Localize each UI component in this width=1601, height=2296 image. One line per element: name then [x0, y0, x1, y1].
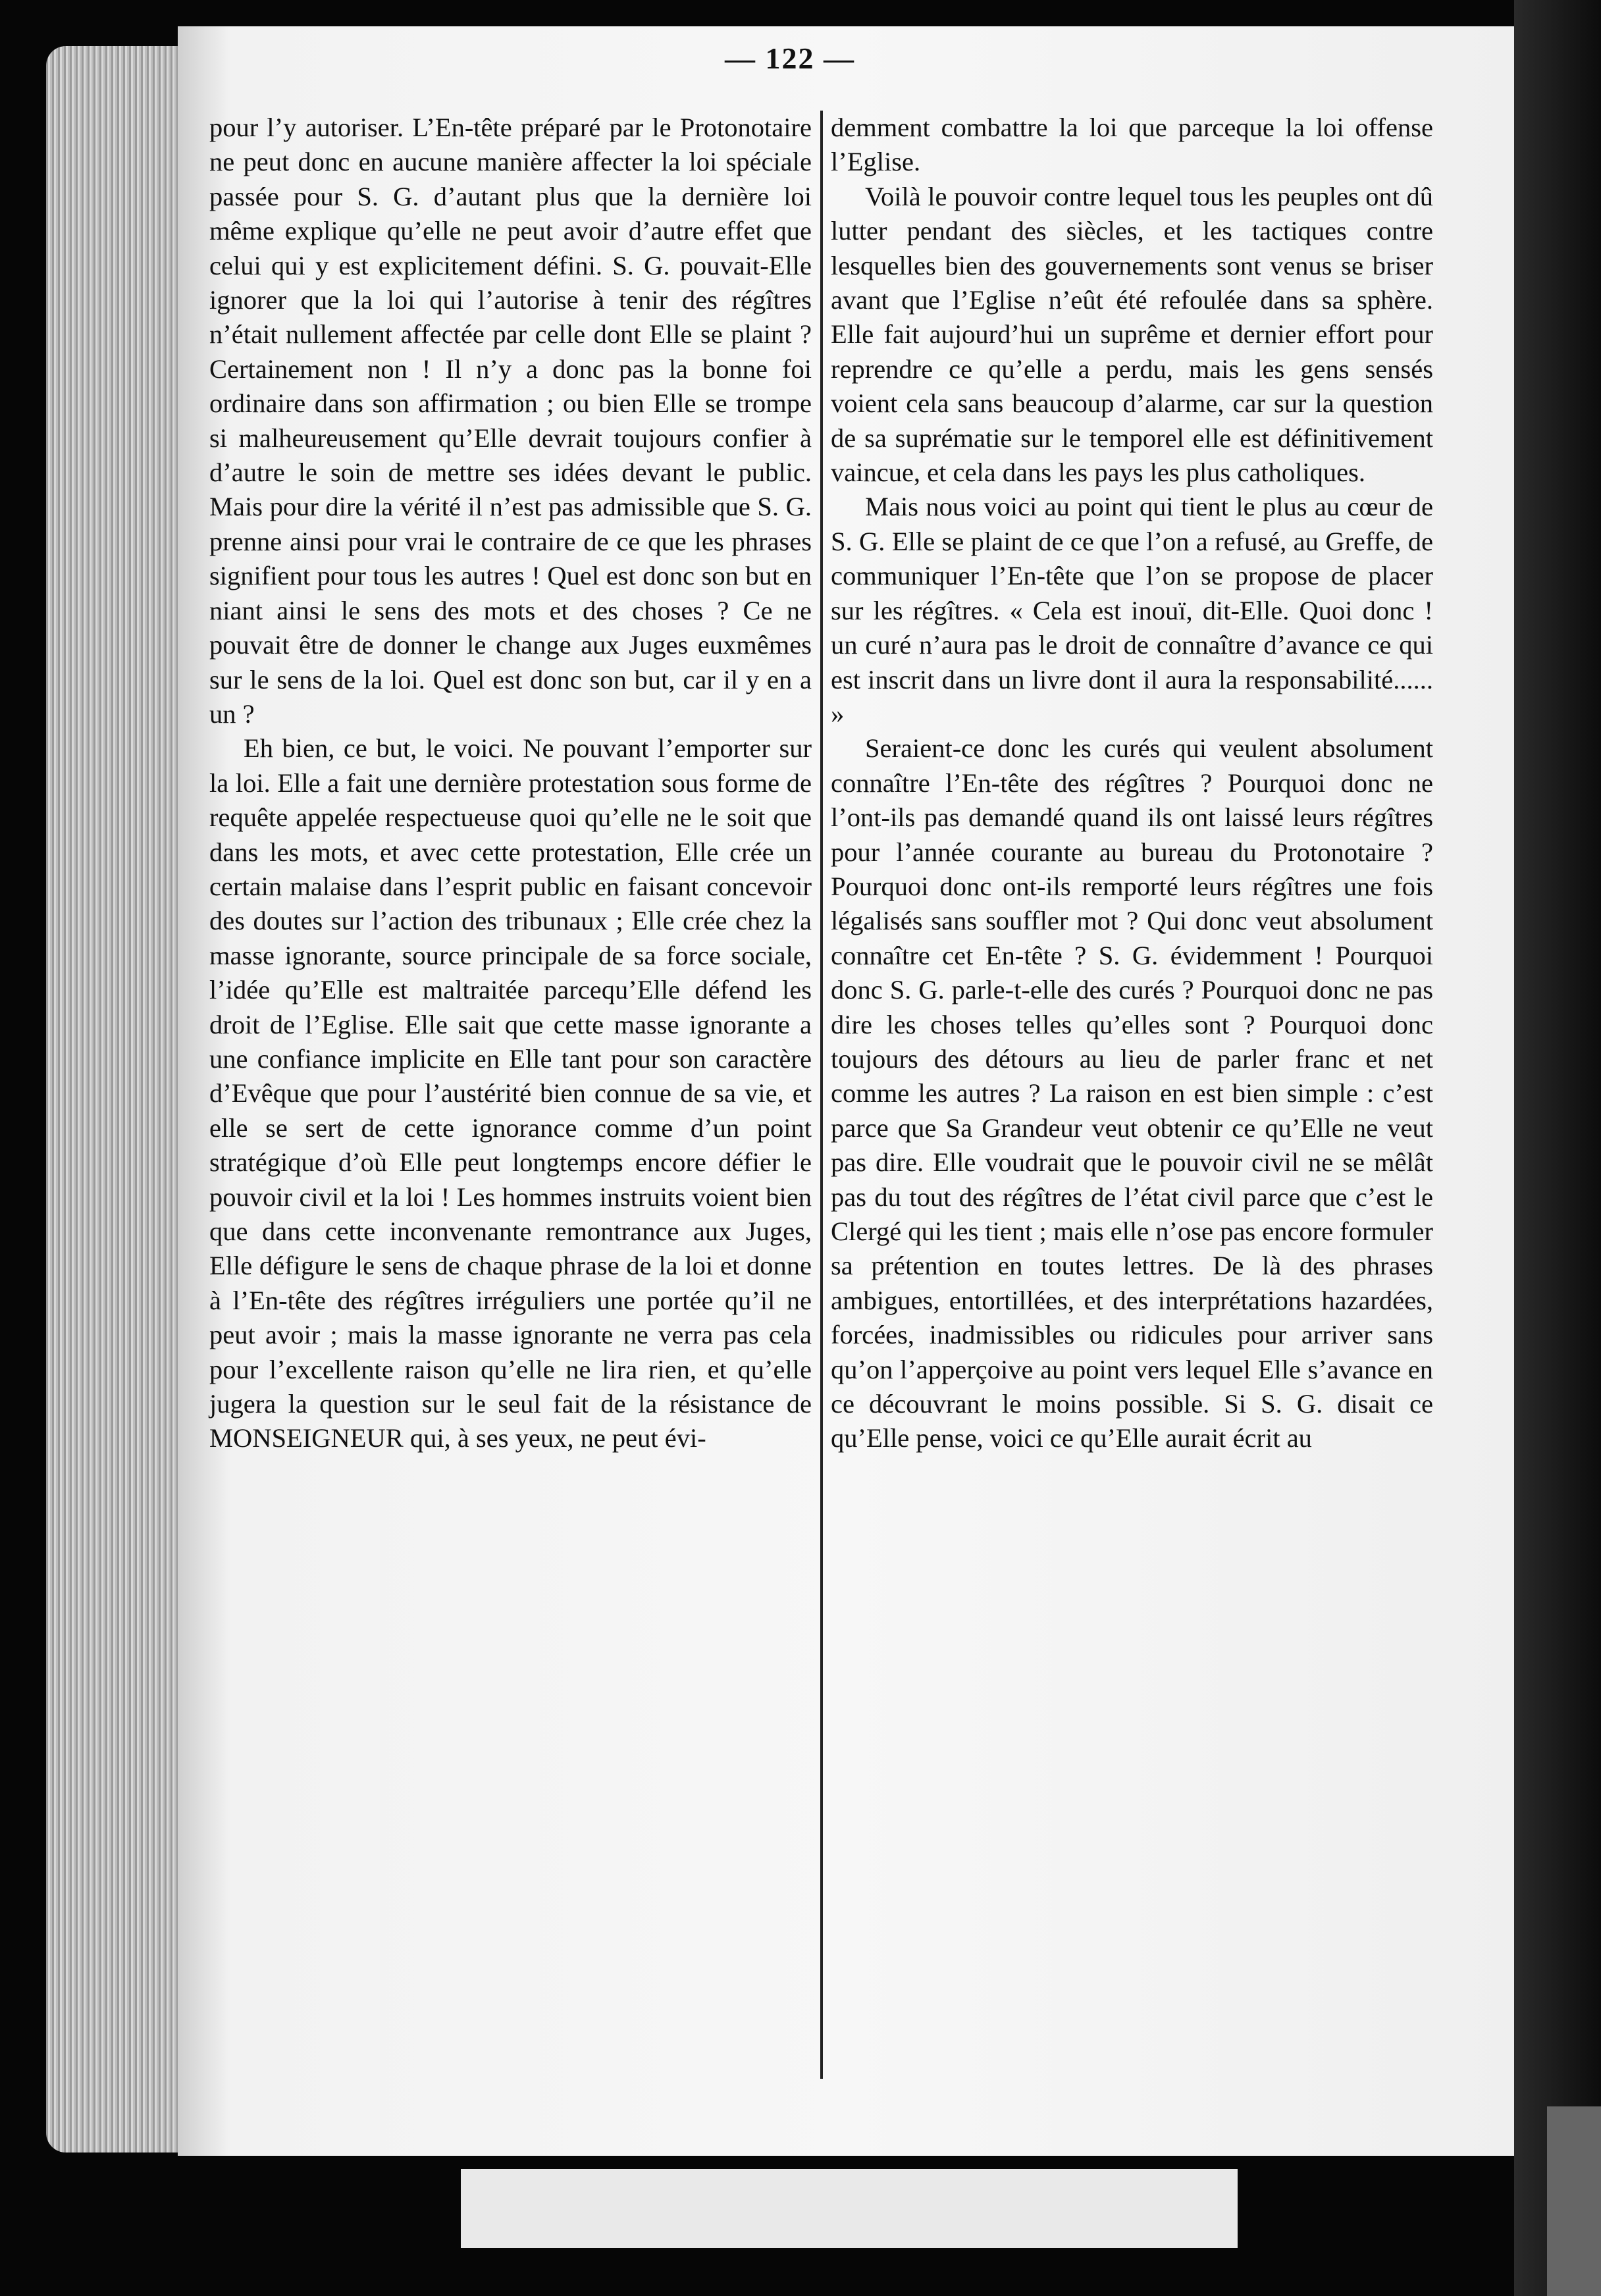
- page-number-header: — 122 —: [725, 41, 855, 75]
- right-text-column: [831, 111, 1433, 1456]
- right-paragraph-3: Mais nous voici au point qui tient le plus au cœur de S. G. Elle se plaint de ce que l’on a refusé, au Greffe, de communiquer l’En-tête que l’on se propose de placer sur les régîtres. « Cela est inouï, dit-Elle. Quoi donc ! un curé n’aura pas le droit de connaître d’avance ce qui est inscrit dans un livre dont il aura la responsabilité...... »: [831, 492, 1433, 729]
- left-paragraph-2: Eh bien, ce but, le voici. Ne pouvant l’emporter sur la loi. Elle a fait une dernière protestation sous forme de requête appelée respectueuse quoi qu’elle ne le soit que dans les mots, et avec cette protestation, Elle crée un certain malaise dans l’esprit public en faisant concevoir des doutes sur l’action des tribunaux ; Elle crée chez la masse ignorante, source principale de sa force sociale, l’idée qu’Elle est maltraitée parcequ’Elle défend les droit de l’Eglise. Elle sait que cette masse ignorante a une confiance implicite en Elle tant pour son caractère d’Evêque que pour l’austérité bien connue de sa vie, et elle se sert de cette ignorance comme d’un point stratégique d’où Elle peut longtemps encore défier le pouvoir civil et la loi ! Les hommes instruits voient bien que dans cette inconvenante remontrance aux Juges, Elle défigure le sens de chaque phrase de la loi et donne à l’En-tête des régîtres irréguliers une portée qu’il ne peut avoir ; mais la masse ignorante ne verra pas cela pour l’excellente raison qu’elle ne lira rien, et qu’elle jugera la question sur le seul fait de la résistance de MONSEIGNEUR qui, à ses yeux, ne peut évi-: [209, 733, 812, 1453]
- column-divider: [820, 111, 823, 2079]
- adjacent-page-edge: [1547, 2106, 1601, 2296]
- page-bottom-strip: [461, 2169, 1238, 2248]
- left-paragraph-1: pour l’y autoriser. L’En-tête préparé par le Protonotaire ne peut donc en aucune manière affecter la loi spéciale passée pour S. G. d’autant plus que la dernière loi même explique qu’elle ne peut avoir d’autre effet que celui qui y est explicitement défini. S. G. pouvait-Elle ignorer que la loi qui l’autorise à tenir des régîtres n’était nullement affectée par celle dont Elle se plaint ? Certainement non ! Il n’y a donc pas la bonne foi ordinaire dans son affirmation ; ou bien Elle se trompe si malheureusement qu’Elle devrait toujours confier à d’autre le soin de mettre ses idées devant le public. Mais pour dire la vérité il n’est pas admissible que S. G. prenne ainsi pour vrai le contraire de ce que les phrases signifient pour tous les autres ! Quel est donc son but en niant ainsi le sens des mots et des choses ? Ce ne pouvait être de donner le change aux Juges euxmêmes sur le sens de la loi. Quel est donc son but, car il y en a un ?: [209, 113, 812, 729]
- right-paragraph-4: Seraient-ce donc les curés qui veulent absolument connaître l’En-tête des régîtres ? Pourquoi donc ne l’ont-ils pas demandé quand ils ont laissé leurs régîtres pour l’année courante au bureau du Protonotaire ? Pourquoi donc ont-ils remporté leurs régîtres une fois légalisés sans souffler mot ? Qui donc veut absolument connaître cet En-tête ? S. G. évidemment ! Pourquoi donc S. G. parle-t-elle des curés ? Pourquoi donc ne pas dire les choses telles qu’elles sont ? Pourquoi donc toujours des détours au lieu de parler franc et net comme les autres ? La raison en est bien simple : c’est parce que Sa Grandeur veut obtenir ce qu’Elle ne veut pas dire. Elle voudrait que le pouvoir civil ne se mêlât pas du tout des régîtres de l’état civil parce que c’est le Clergé qui les tient ; mais elle n’ose pas encore formuler sa prétention en toutes lettres. De là des phrases ambigues, entortillées, et des interprétations hazardées, forcées, inadmissibles ou ridicules pour arriver sans qu’on l’apperçoive au point vers lequel Elle s’avance en ce découvrant le moins possible. Si S. G. disait ce qu’Elle pense, voici ce qu’Elle aurait écrit au: [831, 733, 1433, 1453]
- left-text-column: [209, 111, 812, 1456]
- right-paragraph-2: Voilà le pouvoir contre lequel tous les peuples ont dû lutter pendant des siècles, et les tactiques contre lesquelles bien des gouvernements sont venus se briser avant que l’Eglise n’eût été refoulée dans sa sphère. Elle fait aujourd’hui un suprême et dernier effort pour reprendre ce qu’elle a perdu, mais les gens sensés voient cela sans beaucoup d’alarme, car sur la question de sa suprématie sur le temporel elle est définitivement vaincue, et cela dans les pays les plus catholiques.: [831, 181, 1433, 488]
- gutter-shadow: [1514, 0, 1601, 2296]
- right-paragraph-1: demment combattre la loi que parceque la loi offense l’Eglise.: [831, 113, 1433, 177]
